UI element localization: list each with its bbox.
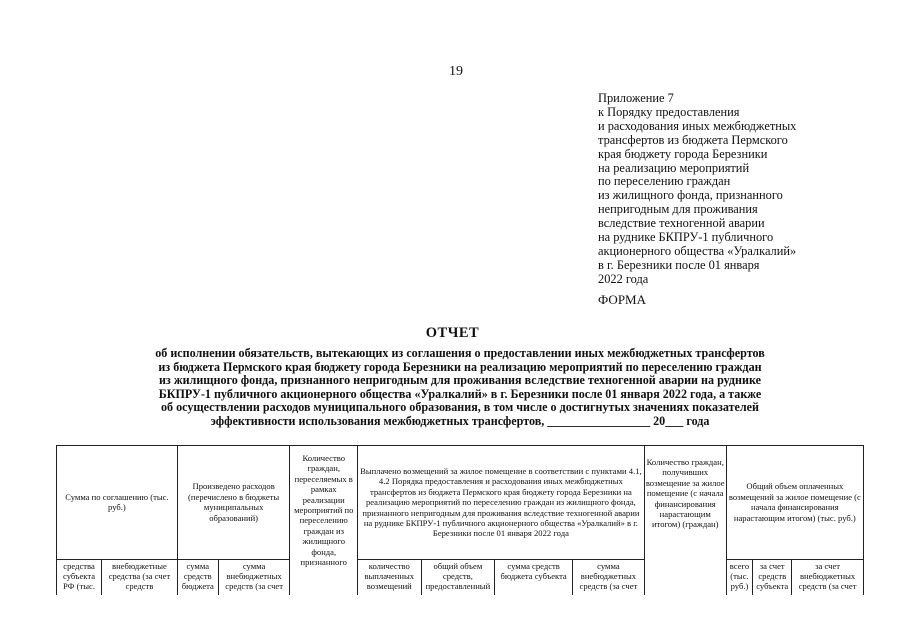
appendix-line: и расходования иных межбюджетных [598,118,797,133]
subtitle-line: об осуществлении расходов муниципального образования, в том числе о достигнутых значениях показателей [160,400,760,415]
report-table [56,445,864,595]
header-compensation-paid: Выплачено возмещений за жилое помещение в соответствии с пунктами 4.1, 4.2 Порядка предоставления и расходования иных межбюджетных трансфертов из бюджета Пермского края бюджету города Березники на реализацию мероприятий по переселению граждан из жилищного фонда, признанного непригодным для проживания вследствие техногенной аварии на руднике БКПРУ-1 публичного акционерного общества «Уралкалий» в г. Березники после 01 января 2022 года [358,446,645,560]
subtitle-line: из бюджета Пермского края бюджету города Березники на реализацию мероприятий по переселению граждан [158,359,762,374]
appendix-line: в г. Березники после 01 января [598,257,760,272]
subheader-text: за счет внебюджетных средств (за счет [798,560,857,592]
subheader-text: сумма средств бюджета субъекта [500,560,567,581]
appendix-line: Приложение 7 [598,91,674,105]
subtitle-line: из жилищного фонда, признанного непригодным для проживания вследствие техногенной аварии на руднике [158,373,762,388]
subheader-cell [495,559,573,595]
subheader-cell [358,559,421,595]
appendix-line: на реализацию мероприятий [598,160,750,175]
appendix-line: к Порядку предоставления [598,104,740,119]
report-subtitle [70,347,850,429]
subheader-text: сумма внебюджетных средств (за счет [579,560,638,592]
subheader-cell [177,559,218,595]
appendix-line: непригодным для проживания [598,202,758,217]
appendix-line: из жилищного фонда, признанного [598,188,783,203]
subheader-text: сумма внебюджетных средств (за счет [225,560,283,592]
subheader-text: сумма средств бюджета [181,560,214,592]
subheader-text: внебюджетные средства (за счет средств [108,560,171,592]
subheader-cell [792,559,864,595]
subheader-text: общий объем средств, предоставленный [425,560,491,592]
subheader-cell [726,559,753,595]
appendix-line: 2022 года [598,271,649,286]
subheader-text: за счет средств субъекта [756,560,789,592]
appendix-line: на руднике БКПРУ-1 публичного [598,230,774,245]
page-number: 19 [449,64,463,79]
header-citizens-resettled-text: Количество граждан, переселяемых в рамках реализации мероприятий по переселению граждан из жилищного фонда, признанного [294,453,354,568]
header-citizens-received-text: Количество граждан, получивших возмещение за жилое помещение (с начала финансирования нарастающим итогом) (граждан) [645,457,725,530]
report-title: ОТЧЕТ [425,325,480,341]
subheader-cell [753,559,792,595]
subheader-cell [102,559,178,595]
header-expenses: Произведено расходов (перечислено в бюджеты муниципальных образований) [177,446,290,560]
subheader-cell [573,559,645,595]
header-citizens-resettled [290,446,358,596]
subheader-cell [218,559,290,595]
subheader-cell [421,559,495,595]
form-label: ФОРМА [598,292,646,307]
subtitle-line: эффективности использования межбюджетных трансфертов, _________________ 20___ года [210,413,710,428]
header-total-paid: Общий объем оплаченных возмещений за жилое помещение (с начала финансирования нарастающим итогом) (тыс. руб.) [726,446,863,560]
appendix-line: вследствие техногенной аварии [598,216,765,231]
subtitle-line: об исполнении обязательств, вытекающих из соглашения о предоставлении иных межбюджетных трансфертов [155,346,765,360]
header-agreement-sum: Сумма по соглашению (тыс. руб.) [57,446,178,560]
appendix-header [598,92,898,287]
appendix-line: трансфертов из бюджета Пермского [598,132,788,147]
appendix-line: акционерного общества «Уралкалий» [598,243,797,258]
header-citizens-received [644,446,726,596]
subheader-text: средства субъекта РФ (тыс. [63,560,96,592]
subheader-cell [57,559,102,595]
subtitle-line: БКПРУ-1 публичного акционерного общества «Уралкалий» в г. Березники после 01 января 2022 года, а также [158,386,762,401]
subheader-text: всего (тыс. руб.) [729,560,750,592]
subheader-text: количество выплаченных возмещений [364,560,415,592]
appendix-line: по переселению граждан [598,174,731,189]
report-table-container [56,445,864,595]
appendix-line: края бюджету города Березники [598,146,768,161]
